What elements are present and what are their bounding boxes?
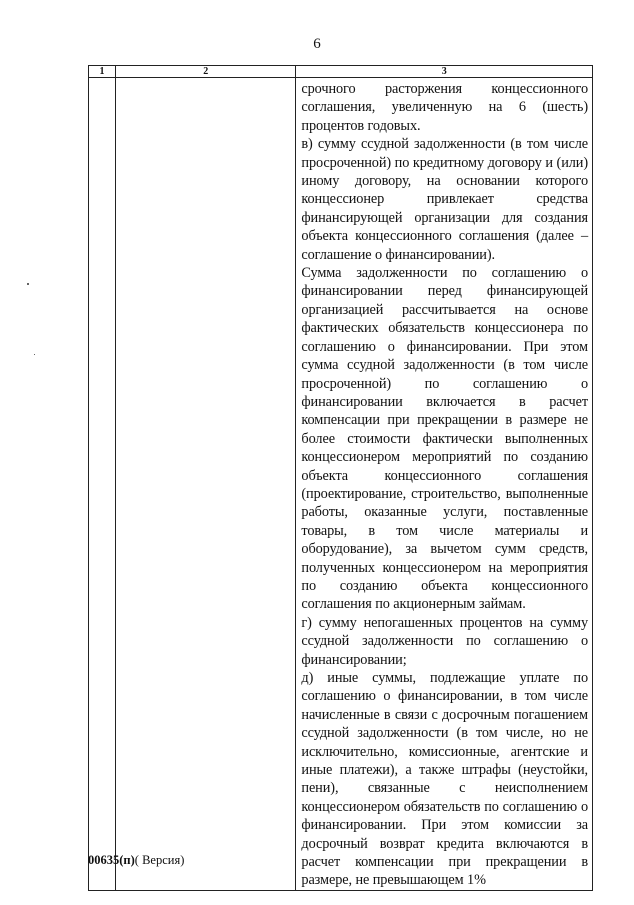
column-2-cell xyxy=(116,78,296,891)
document-code: 00635(п) xyxy=(88,853,135,867)
column-3-cell xyxy=(296,78,593,891)
scan-speck xyxy=(27,283,29,285)
footer-document-code xyxy=(88,853,184,867)
column-header-2: 2 xyxy=(116,66,296,78)
column-3-text xyxy=(296,78,592,890)
paragraph-item-g: г) сумму непогашенных процентов на сумму ссудной задолженности по соглашению о финансировании; xyxy=(301,614,588,668)
content-table xyxy=(88,65,593,891)
scan-speck xyxy=(34,354,35,355)
paragraph-debt-calculation: Сумма задолженности по соглашению о финансировании перед финансирующей организацией рассчитывается на основе фактических обязательств концессионера по соглашению о финансировании. При этом сумма ссудной задолженности (в том числе просроченной) по соглашению о финансировании включается в расчет компенсации при прекращении в размере не более стоимости фактически выполненных концессионером мероприятий по созданию объекта концессионного соглашения (проектирование, строительство, выполненные работы, оказанные услуги, поставленные товары, в том числе материалы и оборудование), за вычетом сумм средств, полученных концессионером на мероприятия по созданию объекта концессионного соглашения по акционерным займам. xyxy=(301,265,588,613)
column-1-cell xyxy=(89,78,116,891)
table-header-row xyxy=(89,66,593,78)
paragraph-item-v: в) сумму ссудной задолженности (в том числе просроченной) по кредитному договору и (или) иному договору, на основании которого концессионер привлекает средства финансирующей организации для создания объекта концессионного соглашения (далее – соглашение о финансировании). xyxy=(301,136,588,263)
column-header-1: 1 xyxy=(89,66,116,78)
paragraph-continuation: срочного расторжения концессионного соглашения, увеличенную на 6 (шесть) процентов годовых. xyxy=(301,81,588,134)
document-version: ( Версия) xyxy=(134,853,185,867)
page-number: 6 xyxy=(313,36,321,52)
paragraph-item-d: д) иные суммы, подлежащие уплате по соглашению о финансировании, в том числе начисленные в связи с досрочным погашением ссудной задолженности (в том числе, но не исключительно, комиссионные, агентские и иные платежи), а также штрафы (неустойки, пени), связанные с неисполнением концессионером обязательств по соглашению о финансировании. При этом комиссии за досрочный возврат кредита включаются в расчет компенсации при прекращении в размере, не превышающем 1% xyxy=(301,670,588,889)
column-header-3: 3 xyxy=(296,66,593,78)
table-row xyxy=(89,78,593,891)
